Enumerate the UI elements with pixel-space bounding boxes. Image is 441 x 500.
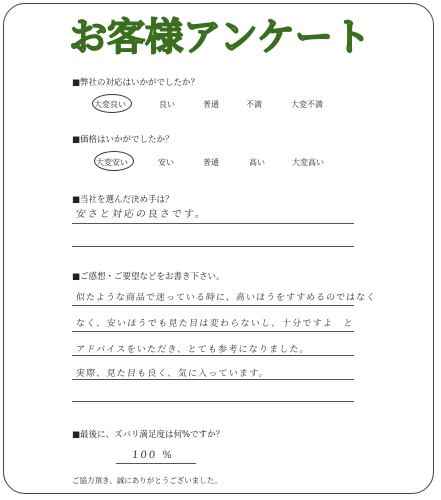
answer-line	[72, 223, 354, 224]
q1-option-normal[interactable]: 普通	[203, 100, 219, 109]
question-5	[72, 428, 224, 440]
satisfaction-answer: 100 %	[131, 450, 175, 461]
q1-option-very-dissatisfied[interactable]: 大変不満	[291, 100, 323, 109]
answer-line	[72, 355, 354, 356]
q2-option-expensive[interactable]: 高い	[249, 158, 265, 167]
question-3-text: ■当社を選んだ決め手は？	[72, 195, 174, 205]
q2-option-very-cheap[interactable]: 大変安い	[96, 158, 128, 167]
answer-line	[72, 305, 354, 306]
comment-line-3: アドバイスをいただき、とても参考になりました。	[75, 345, 311, 355]
answer-line	[72, 331, 354, 332]
question-3	[72, 193, 174, 205]
q1-option-very-good[interactable]: 大変良い	[94, 100, 126, 109]
footer-thanks: ご協力頂き、誠にありがとうございました。	[72, 476, 222, 485]
q2-option-normal[interactable]: 普通	[203, 158, 219, 167]
q1-option-good[interactable]: 良い	[159, 100, 175, 109]
question-2-text: ■価格はいかがでしたか？	[72, 135, 174, 145]
question-4	[72, 270, 225, 282]
survey-title	[0, 8, 441, 64]
question-5-text: ■最後に、ズバリ満足度は何%ですか？	[72, 430, 225, 440]
question-2	[72, 133, 174, 145]
comment-line-4: 実際、見た目も良く、気に入っています。	[75, 369, 270, 379]
title-text: お客様アンケート	[69, 15, 371, 59]
q2-option-cheap[interactable]: 安い	[158, 158, 174, 167]
survey-card	[3, 3, 434, 494]
question-3-answer: 安さと対応の良さです。	[75, 209, 208, 220]
comment-line-1: 似たような商品で迷っている時に、高いほうをすすめるのではなく	[75, 293, 377, 303]
answer-line	[72, 246, 354, 247]
q1-option-dissatisfied[interactable]: 不満	[246, 100, 262, 109]
comment-line-2: なく、安いほうでも見た目は変わらないし、十分ですよ と	[75, 319, 355, 329]
satisfaction-line	[116, 463, 196, 464]
answer-line	[72, 379, 354, 380]
question-1	[72, 76, 199, 88]
q2-selected-circle	[94, 151, 134, 171]
q1-selected-circle	[92, 94, 132, 113]
answer-line	[72, 401, 354, 402]
question-4-text: ■ご感想・ご要望などをお書き下さい。	[72, 272, 225, 282]
question-1-text: ■弊社の対応はいかがでしたか？	[72, 78, 200, 88]
q2-option-very-expensive[interactable]: 大変高い	[292, 158, 324, 167]
